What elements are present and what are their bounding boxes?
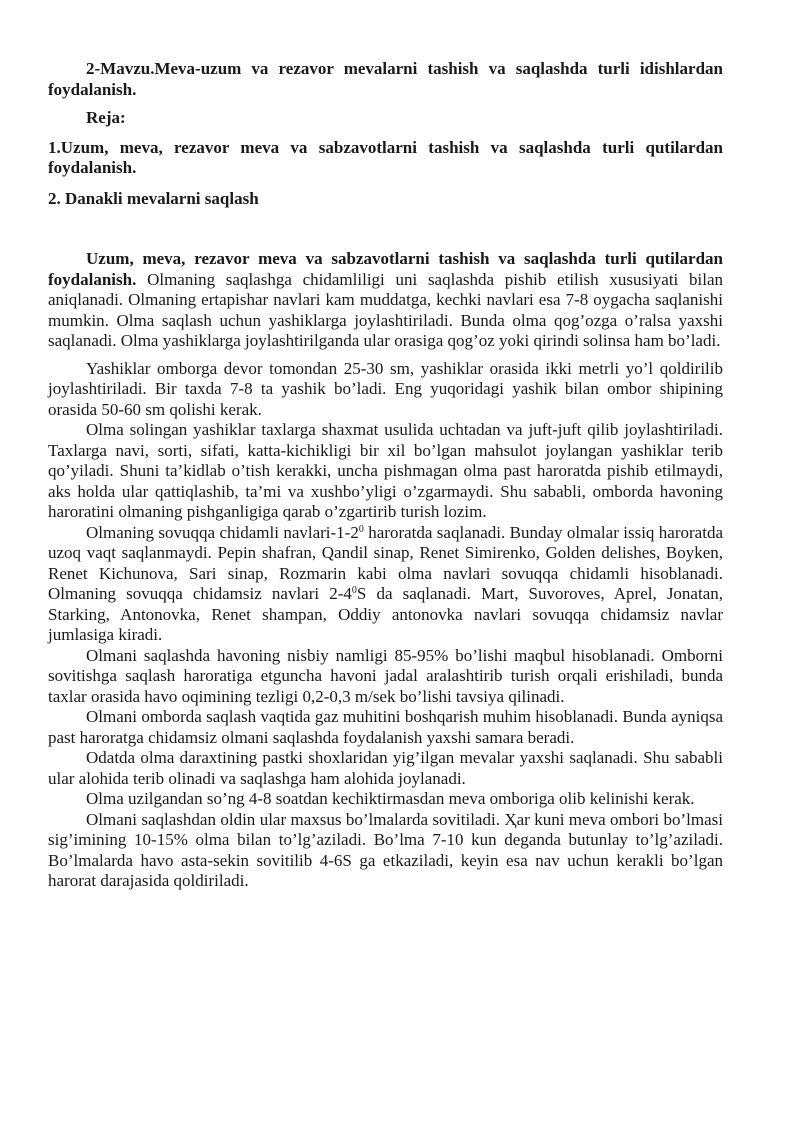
paragraph-9: Olmani saqlashdan oldin ular maxsus bo’lmalarda sovitiladi. Ҳar kuni meva ombori bo’lmasi sig’imining 10-15% olma bilan to’lg’aziladi. Bo’lma 7-10 kun deganda butunlay to’lg’aziladi. Bo’lmalarda havo asta-sekin sovitilib 4-6S ga etkaziladi, keyin esa nav uchun kerakli bo’lgan harorat darajasida qoldiriladi. bbox=[48, 809, 723, 890]
paragraph-7: Odatda olma daraxtining pastki shoxlaridan yig’ilgan mevalar yaxshi saqlanadi. Shu sababli ular alohida terib olinadi va saqlashga ham alohida joylanadi. bbox=[48, 748, 723, 788]
paragraph-4-part-b: haroratda saqlanadi. Bunday olmalar issiq haroratda uzoq vaqt saqlanmaydi. Pepin shafran, Qandil sinap, Renet Simirenko, Golden delishes, Boyken, Renet Kichunova, Sari sinap, Rozmarin kabi olma navlari sovuqqa chidamli hisoblanadi. Olmaning sovuqqa chidamsiz navlari 2-4 bbox=[48, 522, 723, 603]
paragraph-3: Olma solingan yashiklar taxlarga shaxmat usulida uchtadan va juft-juft qilib joylashtiriladi. Taxlarga navi, sorti, sifati, katta-kichikligi bir xil bo’lgan mahsulot joylangan yashiklar terib qo’yiladi. Shuni ta’kidlab o’tish kerakki, uncha pishmagan olma past haroratda pishib etilmaydi, aks holda ular qattiqlashib, ta’mi va xushbo’yligi o’zgarmaydi. Shu sababli, omborda havoning haroratini olmaning pishganligiga qarab o’zgartirib turish lozim. bbox=[48, 420, 723, 521]
plan-item-2: 2. Danakli mevalarni saqlash bbox=[48, 188, 259, 208]
paragraph-4 bbox=[48, 523, 723, 646]
paragraph-1 bbox=[48, 249, 723, 352]
paragraph-5: Olmani saqlashda havoning nisbiy namligi 85-95% bo’lishi maqbul hisoblanadi. Omborni sovitishga saqlash haroratiga etguncha havoni jadal aralashtirib turish orqali erishiladi, bunda taxlar orasida havo oqimining tezligi 0,2-0,3 m/sek bo’lishi tavsiya qilinadi. bbox=[48, 645, 723, 706]
topic-title: 2-Mavzu.Meva-uzum va rezavor mevalarni tashish va saqlashda turli idishlardan foydalanish. bbox=[48, 59, 723, 99]
paragraph-4-part-a: Olmaning sovuqqa chidamli navlari-1-2 bbox=[86, 522, 359, 542]
paragraph-8: Olma uzilgandan so’ng 4-8 soatdan kechiktirmasdan meva omboriga olib kelinishi kerak. bbox=[86, 789, 695, 808]
paragraph-1-text: Olmaning saqlashga chidamliligi uni saqlashda pishib etilish xususiyati bilan aniqlanadi. Olmaning ertapishar navlari kam muddatga, kechki navlari esa 7-8 oygacha saqlanishi mumkin. Olma saqlash uchun yashiklarga joylashtiriladi. Bunda olma qog’ozga o’ralsa yaxshi saqlanadi. Olma yashiklarga joylashtirilganda ular orasiga qog’oz yoki qirindi solinsa ham bo’ladi. bbox=[48, 269, 723, 350]
paragraph-2: Yashiklar omborga devor tomondan 25-30 sm, yashiklar orasida ikki metrli yo’l qoldirilib joylashtiriladi. Bir taxda 7-8 ta yashik bo’ladi. Eng yuqoridagi yashik bilan ombor shipining orasida 50-60 sm qolishi kerak. bbox=[48, 358, 723, 419]
paragraph-4-part-c: S da saqlanadi. Mart, Suvoroves, Aprel, Jonatan, Starking, Antonovka, Renet shampan, Oddiy antonovka navlari sovuqqa chidamsiz navlar jumlasiga kiradi. bbox=[48, 584, 723, 644]
plan-label: Reja: bbox=[86, 108, 126, 127]
degree-superscript: 0 bbox=[351, 585, 357, 596]
degree-superscript: 0 bbox=[358, 523, 364, 535]
paragraph-6: Olmani omborda saqlash vaqtida gaz muhitini boshqarish muhim hisoblanadi. Bunda ayniqsa past haroratga chidamsiz olmani saqlashda foydalanish yaxshi samara beradi. bbox=[48, 707, 723, 747]
plan-item-1: 1.Uzum, meva, rezavor meva va sabzavotlarni tashish va saqlashda turli qutilardan foydalanish. bbox=[48, 137, 723, 177]
section-heading: Uzum, meva, rezavor meva va sabzavotlarni tashish va saqlashda turli qutilardan foydalanish. bbox=[48, 249, 723, 289]
